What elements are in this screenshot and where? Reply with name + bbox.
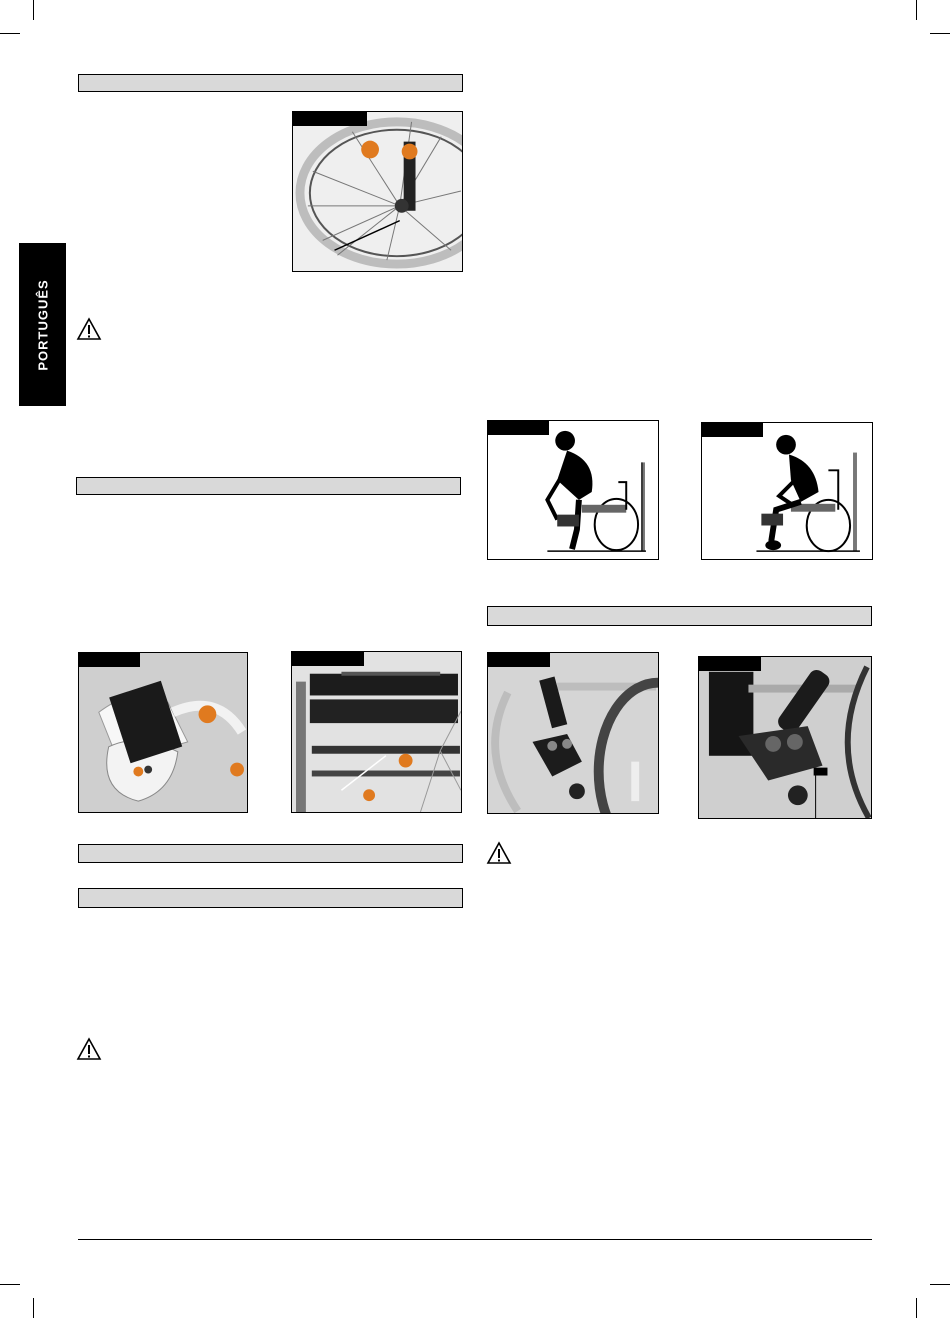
crop-mark: [0, 1284, 20, 1285]
rear-wheel-photo: [292, 111, 463, 272]
figure-number-tag: [488, 653, 550, 667]
crop-mark: [33, 0, 34, 20]
user-standing-illustration: [487, 420, 659, 560]
figure-number-tag: [702, 423, 763, 437]
section-header-bar: [78, 888, 463, 908]
crop-mark: [916, 0, 917, 20]
figure-number-tag: [293, 112, 367, 126]
figure-number-tag: [292, 652, 364, 666]
language-side-tab: [19, 243, 66, 406]
language-tab-label: PORTUGUÊS: [35, 278, 50, 371]
wheel-lock-closeup-photo: [698, 656, 872, 819]
wheel-lock-photo: [487, 652, 659, 814]
folded-chair-photo: [78, 652, 248, 813]
section-header-bar: [487, 606, 872, 626]
warning-triangle-icon: [486, 841, 512, 865]
figure-number-tag: [699, 657, 761, 671]
crop-mark: [930, 33, 950, 34]
section-header-bar: [78, 74, 463, 92]
backrest-straps-photo: [291, 651, 462, 813]
section-header-bar: [78, 844, 463, 863]
crop-mark: [930, 1284, 950, 1285]
figure-number-tag: [79, 653, 140, 667]
crop-mark: [916, 1298, 917, 1318]
section-header-bar: [76, 477, 461, 495]
warning-triangle-icon: [76, 1037, 102, 1061]
footer-rule: [78, 1239, 872, 1240]
figure-number-tag: [488, 421, 549, 435]
crop-mark: [0, 33, 20, 34]
warning-triangle-icon: [76, 317, 102, 341]
user-seated-illustration: [701, 422, 873, 560]
crop-mark: [33, 1298, 34, 1318]
